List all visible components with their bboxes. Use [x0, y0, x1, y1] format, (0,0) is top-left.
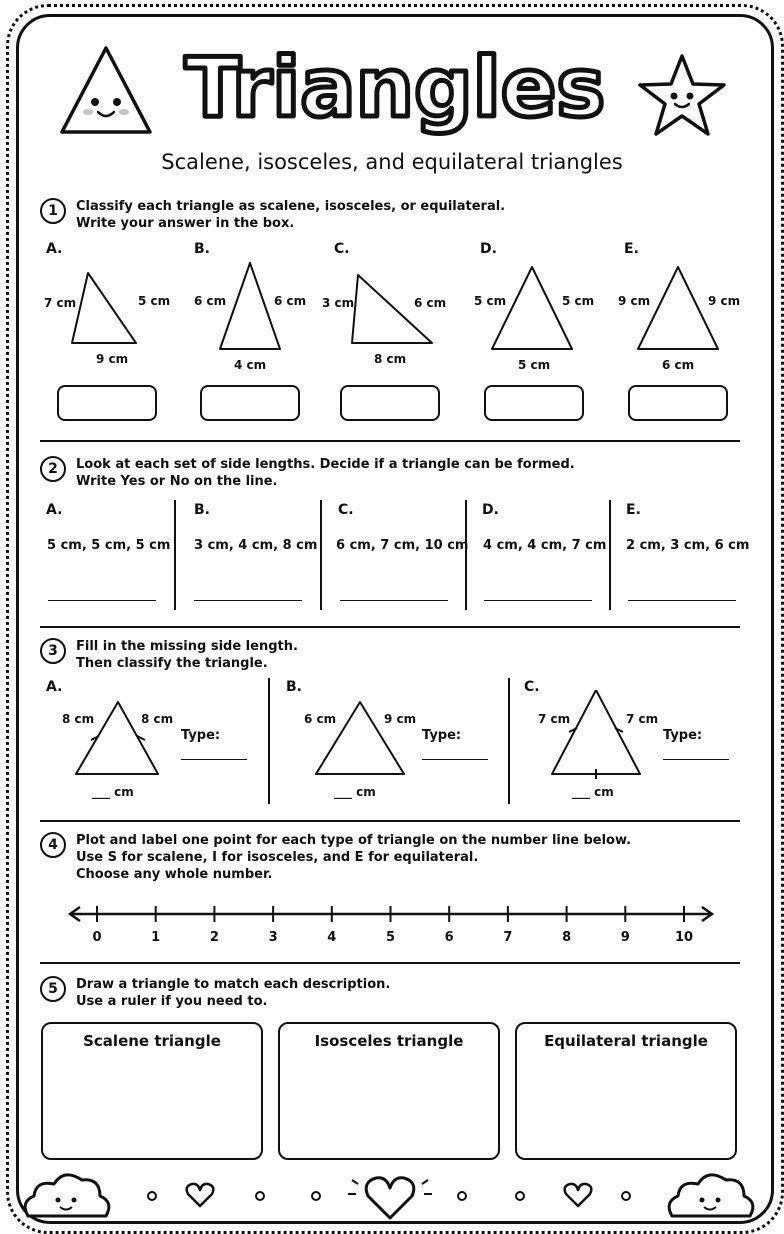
q1d-side3: 5 cm: [518, 358, 551, 372]
answer-box-e[interactable]: [628, 385, 728, 421]
question-5-number: 5: [40, 976, 66, 1002]
q4-line1: Plot and label one point for each type of triangle on the number line below.: [76, 833, 632, 848]
q3-label-c: C.: [524, 679, 540, 695]
q2-set-a: 5 cm, 5 cm, 5 cm: [47, 538, 171, 553]
smiling-triangle-icon: [56, 42, 156, 138]
q1-triangles: [0, 255, 784, 355]
type-label-c: Type:: [663, 728, 703, 743]
type-line-c[interactable]: [663, 759, 729, 760]
draw-box-label: Scalene triangle: [83, 1032, 221, 1050]
answer-line-b[interactable]: [194, 600, 302, 601]
number-line-tick-label: 10: [674, 930, 694, 945]
page-title: Triangles: [184, 41, 606, 136]
q1e-side3: 6 cm: [662, 358, 695, 372]
divider: [40, 440, 740, 442]
triangle-d: [492, 267, 572, 349]
triangle-e: [638, 267, 718, 349]
number-line-tick-label: 8: [562, 930, 572, 945]
draw-box-label: Equilateral triangle: [544, 1032, 708, 1050]
page-subtitle: Scalene, isosceles, and equilateral triangles: [161, 150, 623, 174]
q2-label-b: B.: [194, 502, 210, 518]
q1-label-a: A.: [46, 241, 63, 257]
q3c-missing: ___ cm: [572, 785, 614, 799]
heart-icon: [565, 1184, 592, 1206]
title-graphic: [160, 30, 630, 140]
question-3-number: 3: [40, 638, 66, 664]
question-4-number: 4: [40, 832, 66, 858]
q3-label-b: B.: [286, 679, 302, 695]
q1-label-c: C.: [334, 241, 350, 257]
number-line-tick-label: 7: [503, 930, 513, 945]
q2-label-a: A.: [46, 502, 63, 518]
heart-icon: [187, 1184, 214, 1206]
q2-label-e: E.: [626, 502, 641, 518]
answer-line-d[interactable]: [484, 600, 592, 601]
footer-decorations: [0, 1160, 784, 1224]
question-1-instructions: [76, 198, 505, 232]
question-4-instructions: [76, 832, 631, 883]
q3c-side1: 7 cm: [538, 712, 571, 726]
type-label-b: Type:: [422, 728, 462, 743]
q3-line1: Fill in the missing side length.: [76, 639, 298, 654]
question-2-instructions: [76, 456, 575, 490]
answer-box-b[interactable]: [200, 385, 300, 421]
number-line-tick-label: 9: [620, 930, 630, 945]
answer-line-a[interactable]: [48, 600, 156, 601]
heart-icon: [366, 1178, 414, 1218]
column-divider: [465, 500, 467, 610]
draw-box-equilateral[interactable]: [515, 1022, 737, 1160]
type-line-a[interactable]: [181, 759, 247, 760]
question-2-number: 2: [40, 456, 66, 482]
smiling-cloud-icon: [25, 1175, 109, 1216]
column-divider: [320, 500, 322, 610]
q1-label-e: E.: [624, 241, 639, 257]
q2-set-b: 3 cm, 4 cm, 8 cm: [194, 538, 318, 553]
divider: [40, 962, 740, 964]
q2-set-c: 6 cm, 7 cm, 10 cm: [336, 538, 469, 553]
draw-box-scalene[interactable]: [41, 1022, 263, 1160]
triangle-a: [72, 273, 136, 343]
q1-line2: Write your answer in the box.: [76, 216, 295, 231]
q1b-side1: 6 cm: [194, 294, 227, 308]
number-line[interactable]: [0, 900, 784, 930]
q1a-side3: 9 cm: [96, 352, 129, 366]
q2-set-d: 4 cm, 4 cm, 7 cm: [483, 538, 607, 553]
q2-label-d: D.: [482, 502, 499, 518]
divider: [40, 820, 740, 822]
q2-line2: Write Yes or No on the line.: [76, 474, 278, 489]
q3b-side2: 9 cm: [384, 712, 417, 726]
type-label-a: Type:: [181, 728, 221, 743]
q1a-side1: 7 cm: [44, 296, 77, 310]
answer-line-e[interactable]: [628, 600, 736, 601]
triangle-3c: [552, 690, 640, 774]
q1-label-d: D.: [480, 241, 497, 257]
q4-line2: Use S for scalene, I for isosceles, and E for equilateral.: [76, 850, 479, 865]
smiling-cloud-icon: [669, 1175, 753, 1216]
number-line-tick-label: 0: [92, 930, 102, 945]
column-divider: [174, 500, 176, 610]
number-line-tick-label: 3: [268, 930, 278, 945]
number-line-tick-label: 2: [209, 930, 219, 945]
q1b-side3: 4 cm: [234, 358, 267, 372]
q1a-side2: 5 cm: [138, 294, 171, 308]
answer-box-d[interactable]: [484, 385, 584, 421]
q3b-missing: ___ cm: [334, 785, 376, 799]
q1-label-b: B.: [194, 241, 210, 257]
column-divider: [609, 500, 611, 610]
q3-line2: Then classify the triangle.: [76, 656, 268, 671]
q1e-side2: 9 cm: [708, 294, 741, 308]
q3c-side2: 7 cm: [626, 712, 659, 726]
q2-line1: Look at each set of side lengths. Decide if a triangle can be formed.: [76, 457, 575, 472]
answer-box-c[interactable]: [340, 385, 440, 421]
type-line-b[interactable]: [422, 759, 488, 760]
number-line-tick-label: 5: [385, 930, 396, 945]
smiling-star-icon: [636, 52, 728, 140]
q1-line1: Classify each triangle as scalene, isosceles, or equilateral.: [76, 199, 506, 214]
question-3-instructions: [76, 638, 298, 672]
divider: [40, 626, 740, 628]
draw-box-label: Isosceles triangle: [314, 1032, 464, 1050]
q1d-side1: 5 cm: [474, 294, 507, 308]
q1c-side2: 6 cm: [414, 296, 447, 310]
q5-line2: Use a ruler if you need to.: [76, 994, 268, 1009]
triangle-b: [220, 263, 280, 349]
q3a-side2: 8 cm: [141, 712, 174, 726]
q2-set-e: 2 cm, 3 cm, 6 cm: [626, 538, 750, 553]
q3a-missing: ___ cm: [92, 785, 134, 799]
q4-line3: Choose any whole number.: [76, 867, 273, 882]
q3a-side1: 8 cm: [62, 712, 95, 726]
q2-label-c: C.: [338, 502, 354, 518]
answer-box-a[interactable]: [57, 385, 157, 421]
question-5-instructions: [76, 976, 390, 1010]
answer-line-c[interactable]: [340, 600, 448, 601]
draw-box-isosceles[interactable]: [278, 1022, 500, 1160]
q1c-side1: 3 cm: [322, 296, 355, 310]
q1d-side2: 5 cm: [562, 294, 595, 308]
q3-label-a: A.: [46, 679, 63, 695]
number-line-tick-label: 6: [444, 930, 454, 945]
q1b-side2: 6 cm: [274, 294, 307, 308]
number-line-tick-label: 4: [327, 930, 337, 945]
question-1-number: 1: [40, 198, 66, 224]
q1c-side3: 8 cm: [374, 352, 407, 366]
q5-line1: Draw a triangle to match each description.: [76, 977, 391, 992]
q1e-side1: 9 cm: [618, 294, 651, 308]
q3b-side1: 6 cm: [304, 712, 337, 726]
number-line-tick-label: 1: [151, 930, 161, 945]
